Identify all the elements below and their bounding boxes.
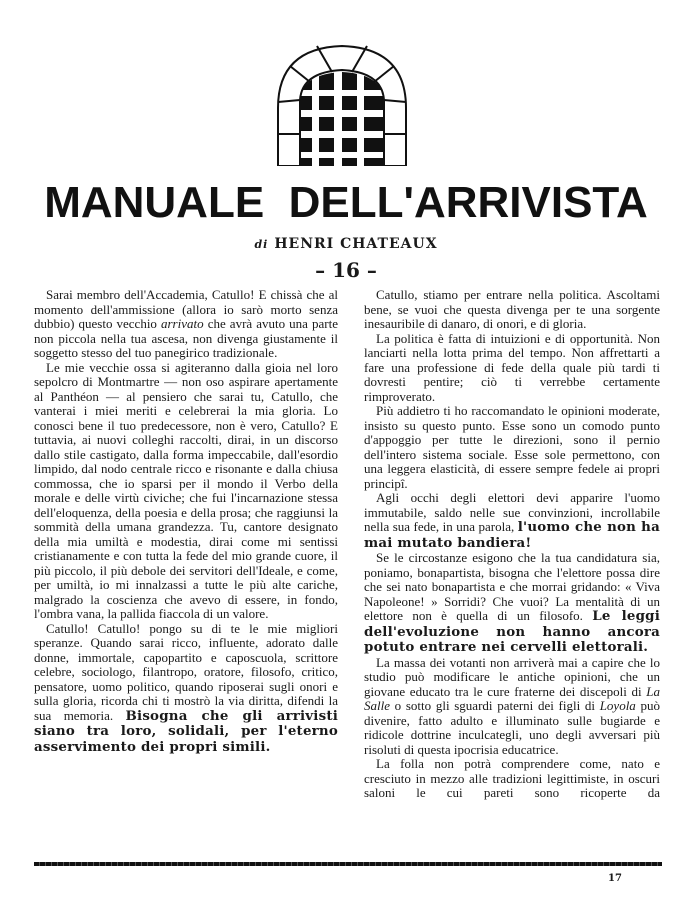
bold-emphasis-text: Le leggi dell'evoluzione non hanno ancora potuto entrare nei cervelli elettorali. xyxy=(364,608,660,655)
paragraph xyxy=(34,361,338,622)
text-column-right xyxy=(364,288,660,801)
page-number: 17 xyxy=(608,873,622,884)
article-title xyxy=(0,170,692,236)
byline xyxy=(0,236,692,252)
paragraph xyxy=(364,656,660,758)
italic-text: arrivato xyxy=(161,316,204,331)
paragraph xyxy=(364,404,660,491)
body-text: Sarai membro dell'Accademia, Catullo! E chissà che al momento dell'ammissione (allora io sarò morto senza dubbio) questo vecchio xyxy=(34,287,338,331)
bottom-rule xyxy=(34,862,662,866)
bold-emphasis-text: Bisogna che gli arrivisti siano tra loro, solidali, per l'eterno asservimento dei propri simili. xyxy=(34,707,338,755)
italic-text: Loyola xyxy=(599,698,636,713)
italic-text: La Salle xyxy=(364,683,660,713)
paragraph xyxy=(364,551,660,656)
paragraph xyxy=(364,491,660,551)
body-text: Più addietro ti ho raccomandato le opinioni moderate, insisto su questo punto. Esse sono un comodo punto d'appoggio per tutte le direzioni, sono il pernio dell'intero sistema sociale. Esse sole permettono, con una leggera elasticità, di essere sempre fedele ai propri principî. xyxy=(364,403,660,491)
body-text: Catullo, stiamo per entrare nella politica. Ascoltami bene, se vuoi che questa divenga per te una sorgente inesauribile di danaro, di onori, e di gloria. xyxy=(364,287,660,331)
arched-window-illustration xyxy=(272,38,412,166)
byline-prefix: di xyxy=(254,238,269,251)
article-title-text: MANUALE DELL'ARRIVISTA xyxy=(44,178,648,227)
byline-author: HENRI CHATEAUX xyxy=(274,236,438,252)
body-text: Se le circostanze esigono che la tua candidatura sia, poniamo, bonapartista, bisogna che l'elettore possa dire che sei nato bonapartista e che morrai gridando: « Viva Napoleone! » Sorridi? Che vuoi? La mentalità di un elettore non è quella di un filosofo. xyxy=(364,550,660,623)
bold-emphasis-text: l'uomo che non ha mai mutato bandiera! xyxy=(364,519,660,551)
body-text: Le mie vecchie ossa si agiteranno dalla gioia nel loro sepolcro di Montmartre — non oso aspirare apertamente al Panthéon — al pensiero che sarai tu, Catullo, che vanterai i miei meriti e celebrerai la mia gloria. Lo conosci bene il tuo predecessore, non è vero, Catullo? E tuttavia, ai nuovi colleghi raccolti, dirai, in un discorso dallo stile castigato, dalla forma impeccabile, dall'esordio limpido, dal nodo centrale ricco e risonante e dalla chiusa commossa, che io sparsi per il mondo il Verbo della morale e delle virtù civiche; che fui l'incarnazione stessa dell'eloquenza, della poesia e della prosa; che raggiunsi la sommità della umana grandezza. Tu, cantore designato della mia umiltà e modestia, dirai come mi sentissi cristianamente e con tutta la fede del mio grande cuore, il più piccolo, il più debole dei servitori dell'Ideale, e come, per umiltà, io mi innalzassi a tutte le più alte cariche, malgrado la coscienza che avevo di essere, in fondo, l'ombra vana, la pallida fiaccola di un valore. xyxy=(34,359,338,621)
body-text: che avrà avuto una parte non piccola nella tua ascesa, non divenga giustamente il soggetto stesso del tuo panegirico tradizionale. xyxy=(34,316,338,360)
text-column-left xyxy=(34,288,338,755)
body-text: o sotto gli sguardi paterni dei figli di xyxy=(390,698,600,713)
body-text: La politica è fatta di intuizioni e di opportunità. Non lanciarti nella lotta prima del tempo. Non affrettarti a fare una professione di fede della quale più tardi ti dovresti pentire; ciò ti verrebbe certamente rimproverato. xyxy=(364,330,660,404)
body-text: Catullo! Catullo! pongo su di te le mie migliori speranze. Quando sarai ricco, influente, adorato dalle donne, immortale, capopartito e caposcuola, scrittore celebre, sociologo, filantropo, oratore, filosofo, critico, pensatore, uomo politico, quando riposerai sugli onori e sulla gloria, ricorda chi ti mostrò la via diritta, difendi la sua memoria. xyxy=(34,620,338,723)
paragraph xyxy=(364,757,660,801)
paragraph xyxy=(34,622,338,756)
paragraph xyxy=(364,332,660,405)
body-text: può divenire, fatto adulto e illuminato sulle bugiarde e ridicole dottrine inculcategli, uno degli avversari più risoluti di questa ipocrisia educatrice. xyxy=(364,698,660,757)
paragraph xyxy=(364,288,660,332)
body-text: La massa dei votanti non arriverà mai a capire che lo studio può modificare le antiche opinioni, che un giovane educato tra le cure fraterne dei discepoli di xyxy=(364,654,660,699)
installment-number: – 16 – xyxy=(315,258,377,282)
body-text: Agli occhi degli elettori devi apparire l'uomo immutabile, saldo nelle sue convinzioni, incrollabile nella sua fede, in una parola, xyxy=(364,490,660,534)
body-text: La folla non potrà comprendere come, nato e cresciuto in mezzo alle tradizioni legittimiste, in oscuri saloni le cui pareti sono ricoperte da xyxy=(364,756,660,800)
paragraph xyxy=(34,288,338,361)
